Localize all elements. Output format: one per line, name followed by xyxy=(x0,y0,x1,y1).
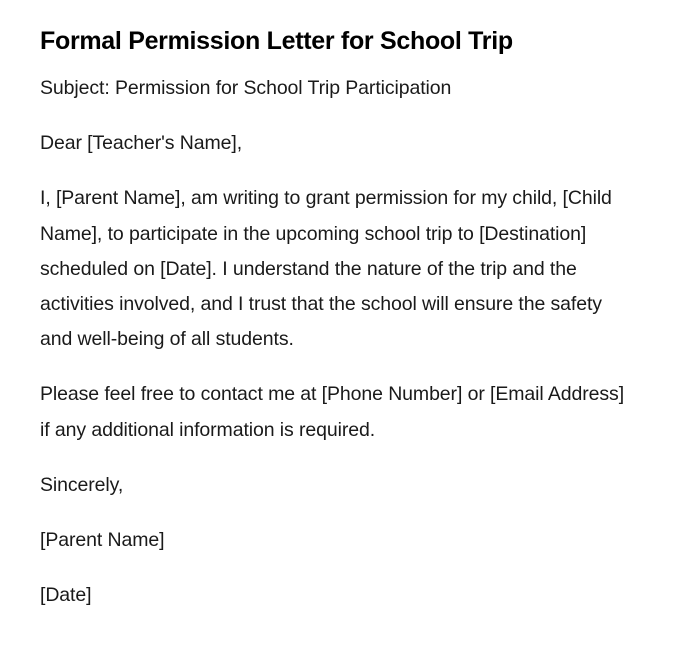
page-title: Formal Permission Letter for School Trip xyxy=(40,27,513,55)
signature-name: [Parent Name] xyxy=(40,529,165,552)
letter-contact-paragraph: Please feel free to contact me at [Phone Number] or [Email Address] if any additional information is required. xyxy=(40,383,625,441)
letter-subject: Subject: Permission for School Trip Participation xyxy=(40,77,452,99)
letter-body-paragraph: I, [Parent Name], am writing to grant permission for my child, [Child Name], to participate in the upcoming school trip to [Destination] scheduled on [Date]. I understand the nature of the trip and the activities involved, and I trust that the school will ensure the safety and well-being of all students. xyxy=(40,187,612,351)
letter-closing: Sincerely, xyxy=(40,473,124,496)
signature-date: [Date] xyxy=(40,584,92,607)
letter-salutation: Dear [Teacher's Name], xyxy=(40,132,243,155)
